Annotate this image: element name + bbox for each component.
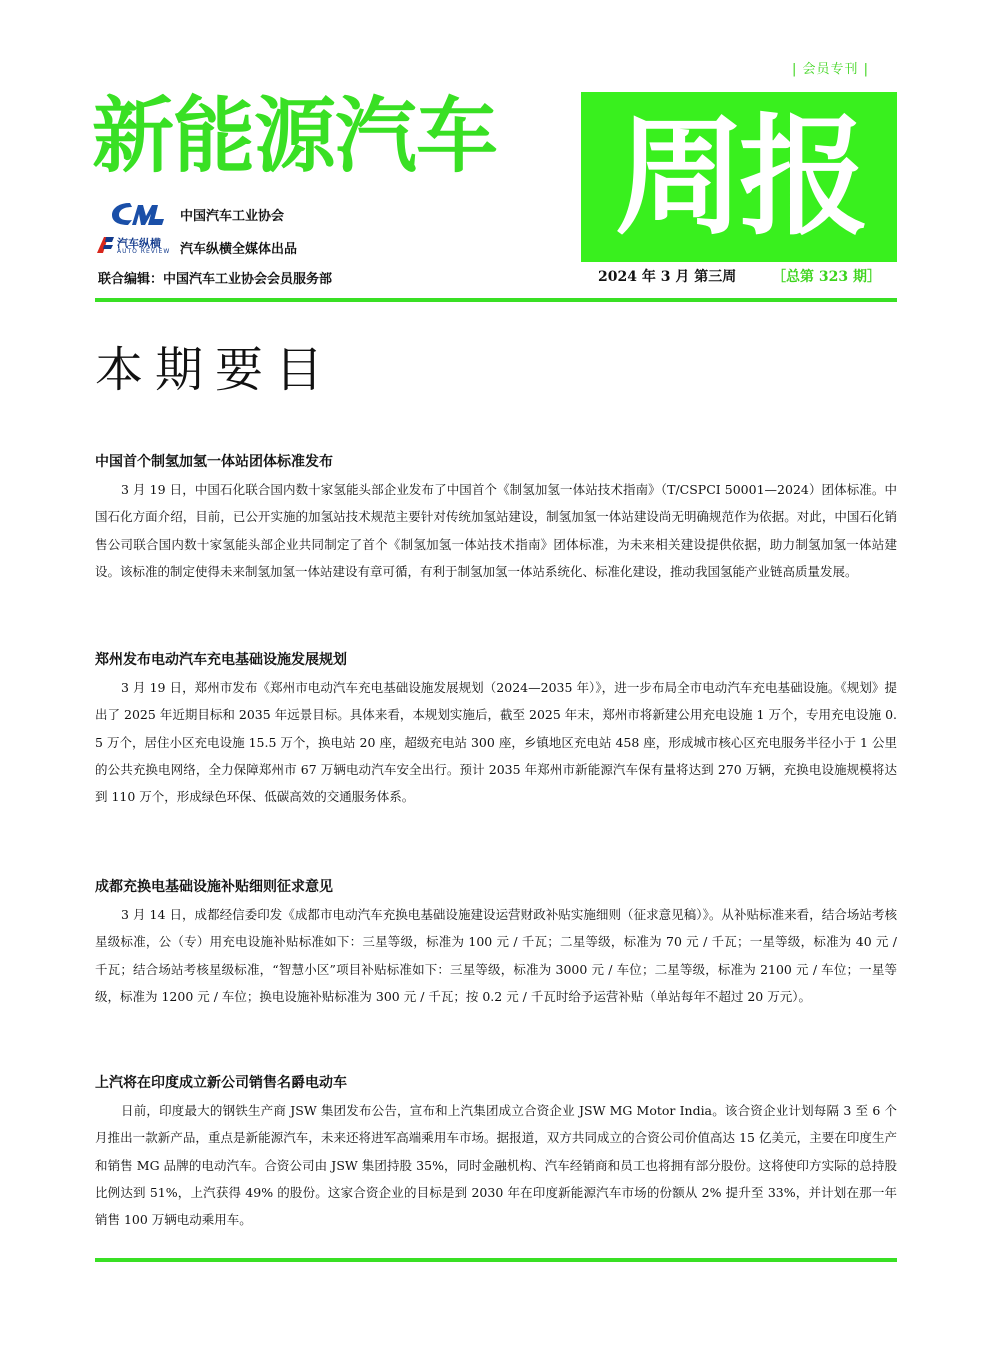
article (95, 452, 897, 585)
article-title: 上汽将在印度成立新公司销售名爵电动车 (95, 1075, 347, 1091)
issue-number: ［总第 323 期］ (772, 269, 881, 285)
member-edition-tag: | 会员专刊 | (792, 62, 870, 77)
article-body: 3 月 19 日，中国石化联合国内数十家氢能头部企业发布了中国首个《制氢加氢一体站技术指南》（T/CSPCI 50001—2024）团体标准。中国石化方面介绍，目前，已公开实施的加氢站技术规范主要针对传统加氢站建设，制氢加氢一体站建设尚无明确规范作为依据。对此，中国石化销售公司联合国内数十家氢能头部企业共同制定了首个《制氢加氢一体站技术指南》团体标准，为未来相关建设提供依据，助力制氢加氢一体站建设。该标准的制定使得未来制氢加氢一体站建设有章可循，有利于制氢加氢一体站系统化、标准化建设，推动我国氢能产业链高质量发展。 (95, 482, 897, 579)
article-title: 成都充换电基础设施补贴细则征求意见 (95, 879, 333, 895)
masthead-weekly-text: 周报 (614, 101, 863, 253)
joint-editor: 联合编辑：中国汽车工业协会会员服务部 (98, 272, 333, 287)
header-divider (95, 298, 897, 302)
article-title: 郑州发布电动汽车充电基础设施发展规划 (95, 652, 347, 668)
article-body: 3 月 14 日，成都经信委印发《成都市电动汽车充换电基础设施建设运营财政补贴实施细则（征求意见稿）》。从补贴标准来看，结合场站考核星级标准，公（专）用充电设施补贴标准如下：三星等级，标准为 100 元 / 千瓦；二星等级，标准为 70 元 / 千瓦；一星等级，标准为 40 元 / 千瓦；结合场站考核星级标准，“智慧小区”项目补贴标准如下：三星等级，标准为 3000 元 / 车位；二星等级，标准为 2100 元 / 车位；一星等级，标准为 1200 元 / 车位；换电设施补贴标准为 300 元 / 千瓦；按 0.2 元 / 千瓦时给予运营补贴（单站每年不超过 20 万元）。 (95, 907, 897, 1004)
masthead-title: 新能源汽车 (92, 89, 498, 184)
article-body: 日前，印度最大的钢铁生产商 JSW 集团发布公告，宣布和上汽集团成立合资企业 JSW MG Motor India。该合资企业计划每隔 3 至 6 个月推出一款新产品，重点是新能源汽车，未来还将进军高端乘用车市场。据报道，双方共同成立的合资公司价值高达 15 亿美元，主要在印度生产和销售 MG 品牌的电动汽车。合资公司由 JSW 集团持股 35%，同时金融机构、汽车经销商和员工也将拥有部分股份。这将使印方实际的总持股比例达到 51%，上汽获得 49% 的股份。这家合资企业的目标是到 2030 年在印度新能源汽车市场的份额从 2% 提升至 33%，并计划在那一年销售 100 万辆电动乘用车。 (95, 1103, 897, 1228)
auto-review-mark-icon (95, 235, 115, 255)
article (95, 1073, 897, 1233)
article (95, 877, 897, 1010)
auto-review-logo-en: AUTO REVIEW (117, 248, 171, 255)
article-body: 3 月 19 日，郑州市发布《郑州市电动汽车充电基础设施发展规划（2024—2035 年）》，进一步布局全市电动汽车充电基础设施。《规划》提出了 2025 年近期目标和 2035 年远景目标。具体来看，本规划实施后，截至 2025 年末，郑州市将新建公用充电设施 1 万个，专用充电设施 0.5 万个，居住小区充电设施 15.5 万个，换电站 20 座，超级充电站 300 座，乡镇地区充电站 458 座，形成城市核心区充电服务半径小于 1 公里的公共充换电网络，全力保障郑州市 67 万辆电动汽车安全出行。预计 2035 年郑州市新能源汽车保有量将达到 270 万辆，充换电设施规模将达到 110 万个，形成绿色环保、低碳高效的交通服务体系。 (95, 680, 897, 805)
article (95, 650, 897, 810)
auto-review-logo-cn: 汽车纵横 (117, 237, 161, 250)
footer-divider (95, 1258, 897, 1262)
issue-date: 2024 年 3 月 第三周 (598, 269, 737, 285)
caam-org-name: 中国汽车工业协会 (180, 209, 285, 224)
article-title: 中国首个制氢加氢一体站团体标准发布 (95, 454, 333, 470)
media-producer: 汽车纵横全媒体出品 (180, 242, 298, 257)
masthead-weekly-box (581, 92, 897, 262)
auto-review-logo (95, 235, 175, 257)
caam-logo-icon (110, 199, 166, 227)
section-title: 本期要目 (95, 342, 336, 398)
